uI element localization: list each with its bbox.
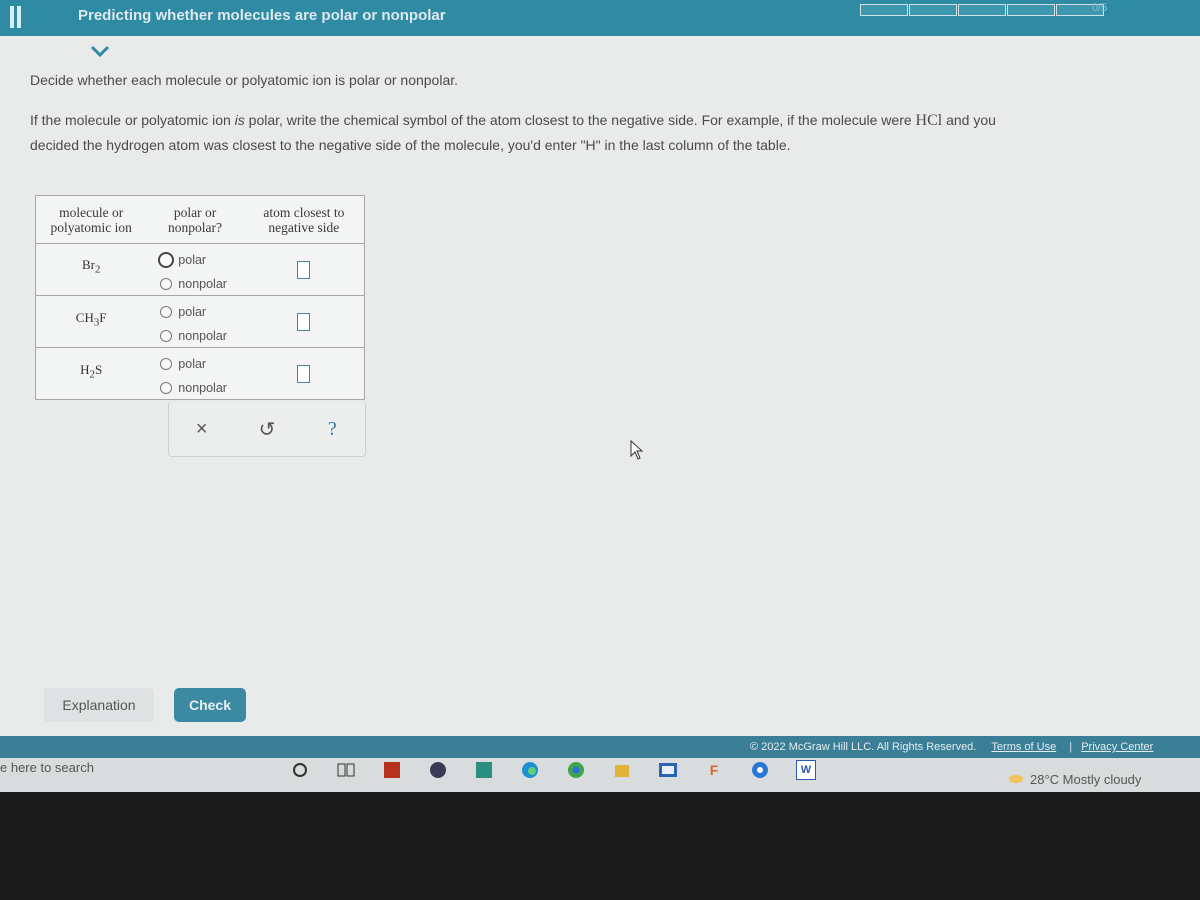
header-molecule bbox=[36, 196, 146, 243]
header-text: polar or bbox=[173, 204, 217, 220]
chrome-icon[interactable] bbox=[566, 760, 586, 780]
formula-tail: F bbox=[99, 310, 107, 326]
option-label: nonpolar bbox=[178, 329, 227, 343]
option-label: polar bbox=[178, 305, 207, 319]
table-row bbox=[36, 243, 364, 295]
polar-radio-option[interactable] bbox=[160, 300, 243, 324]
molecule-formula bbox=[80, 362, 102, 381]
atom-input[interactable] bbox=[297, 365, 310, 383]
taskbar bbox=[0, 758, 1200, 792]
polar-radio-option[interactable] bbox=[160, 248, 243, 272]
instructions-line2: decided the hydrogen atom was closest to the negative side of the molecule, you'd enter "H" in the last column of the table. bbox=[30, 137, 791, 153]
table-row bbox=[36, 295, 364, 347]
copyright-text: © 2022 McGraw Hill LLC. All Rights Reserved. bbox=[750, 741, 977, 753]
polarity-options bbox=[146, 348, 243, 399]
intro-text: Decide whether each molecule or polyatomic ion is polar or nonpolar. bbox=[30, 72, 459, 88]
help-icon[interactable]: ? bbox=[327, 418, 337, 440]
menu-icon[interactable] bbox=[10, 6, 34, 30]
formula-sub: 2 bbox=[94, 263, 101, 276]
instructions-part: If the molecule or polyatomic ion bbox=[30, 112, 235, 128]
word-label: W bbox=[800, 764, 812, 776]
radio-button[interactable] bbox=[160, 306, 172, 318]
footer-links bbox=[750, 741, 1153, 753]
undo-icon[interactable]: ↺ bbox=[258, 419, 276, 441]
atom-cell bbox=[244, 244, 364, 295]
formula-tail: S bbox=[94, 362, 103, 378]
terms-link[interactable]: Terms of Use bbox=[991, 741, 1057, 753]
atom-cell bbox=[244, 348, 364, 399]
example-molecule: HCl bbox=[915, 112, 943, 129]
weather-cloud-icon bbox=[1008, 772, 1024, 784]
option-label: polar bbox=[178, 253, 207, 267]
table-header-row bbox=[36, 196, 364, 243]
polarity-options bbox=[146, 296, 243, 347]
formula-main: CH bbox=[75, 310, 94, 326]
clear-icon[interactable]: × bbox=[195, 418, 208, 440]
formula-main: Br bbox=[81, 257, 95, 273]
molecule-formula bbox=[82, 257, 100, 276]
progress-segment bbox=[958, 4, 1006, 16]
instructions-text bbox=[30, 108, 1200, 158]
radio-button[interactable] bbox=[160, 382, 172, 394]
radio-button[interactable] bbox=[160, 330, 172, 342]
app-icon-f[interactable]: F bbox=[709, 762, 719, 778]
polar-radio-option[interactable] bbox=[160, 352, 243, 376]
page-title: Predicting whether molecules are polar or nonpolar bbox=[78, 7, 446, 24]
header-text: negative side bbox=[268, 219, 340, 235]
molecule-cell bbox=[36, 348, 146, 399]
weather-status: 28°C Mostly cloudy bbox=[1030, 772, 1142, 787]
progress-segment bbox=[909, 4, 957, 16]
radio-button[interactable] bbox=[160, 358, 172, 370]
explanation-button[interactable]: Explanation bbox=[44, 688, 154, 722]
nonpolar-radio-option[interactable] bbox=[160, 376, 243, 400]
chrome-profile-icon[interactable] bbox=[750, 760, 770, 780]
header-text: molecule or bbox=[59, 204, 124, 220]
progress-segment bbox=[1007, 4, 1055, 16]
molecule-cell bbox=[36, 296, 146, 347]
chevron-down-icon[interactable] bbox=[89, 44, 111, 58]
header-atom bbox=[244, 196, 364, 243]
formula-main: H bbox=[80, 362, 90, 378]
option-label: polar bbox=[178, 357, 207, 371]
store-icon[interactable] bbox=[612, 760, 632, 780]
progress-count: 0/5 bbox=[1092, 2, 1108, 14]
answer-toolbar bbox=[168, 403, 366, 457]
mouse-cursor-icon bbox=[630, 440, 644, 460]
header-text: atom closest to bbox=[263, 204, 345, 220]
header-polarity bbox=[146, 196, 243, 243]
check-button[interactable]: Check bbox=[174, 688, 246, 722]
cortana-icon[interactable] bbox=[290, 760, 310, 780]
formula-sub: 2 bbox=[89, 368, 95, 381]
taskbar-search[interactable]: e here to search bbox=[0, 760, 94, 775]
atom-input[interactable] bbox=[297, 261, 310, 279]
instructions-italic: is bbox=[234, 112, 245, 128]
instructions-part: and you bbox=[942, 112, 996, 128]
formula-sub: 3 bbox=[93, 316, 100, 329]
nonpolar-radio-option[interactable] bbox=[160, 324, 243, 348]
progress-bar bbox=[860, 2, 1108, 16]
instructions-part: polar, write the chemical symbol of the atom closest to the negative side. For example, if the molecule were bbox=[244, 112, 916, 128]
nonpolar-radio-option[interactable] bbox=[160, 272, 243, 296]
taskbar-icons bbox=[290, 760, 842, 780]
polarity-options bbox=[146, 244, 243, 295]
table-row bbox=[36, 347, 364, 399]
app-icon-red[interactable] bbox=[382, 760, 402, 780]
mail-icon[interactable] bbox=[658, 760, 678, 780]
privacy-link[interactable]: Privacy Center bbox=[1081, 741, 1154, 753]
option-label: nonpolar bbox=[178, 277, 227, 291]
edge-icon[interactable] bbox=[520, 760, 540, 780]
task-view-icon[interactable] bbox=[336, 760, 356, 780]
header-text: nonpolar? bbox=[168, 219, 223, 235]
atom-input[interactable] bbox=[297, 313, 310, 331]
atom-cell bbox=[244, 296, 364, 347]
radio-button[interactable] bbox=[158, 252, 174, 268]
molecule-table bbox=[35, 195, 365, 400]
option-label: nonpolar bbox=[178, 381, 227, 395]
molecule-cell bbox=[36, 244, 146, 295]
molecule-formula bbox=[76, 310, 107, 329]
photos-icon[interactable] bbox=[474, 760, 494, 780]
progress-segment bbox=[860, 4, 908, 16]
header-text: polyatomic ion bbox=[50, 219, 132, 235]
footer-separator: | bbox=[1069, 741, 1073, 753]
header-bar bbox=[0, 0, 1200, 36]
app-icon-dark[interactable] bbox=[428, 760, 448, 780]
radio-button[interactable] bbox=[160, 278, 172, 290]
word-icon[interactable] bbox=[796, 760, 816, 780]
